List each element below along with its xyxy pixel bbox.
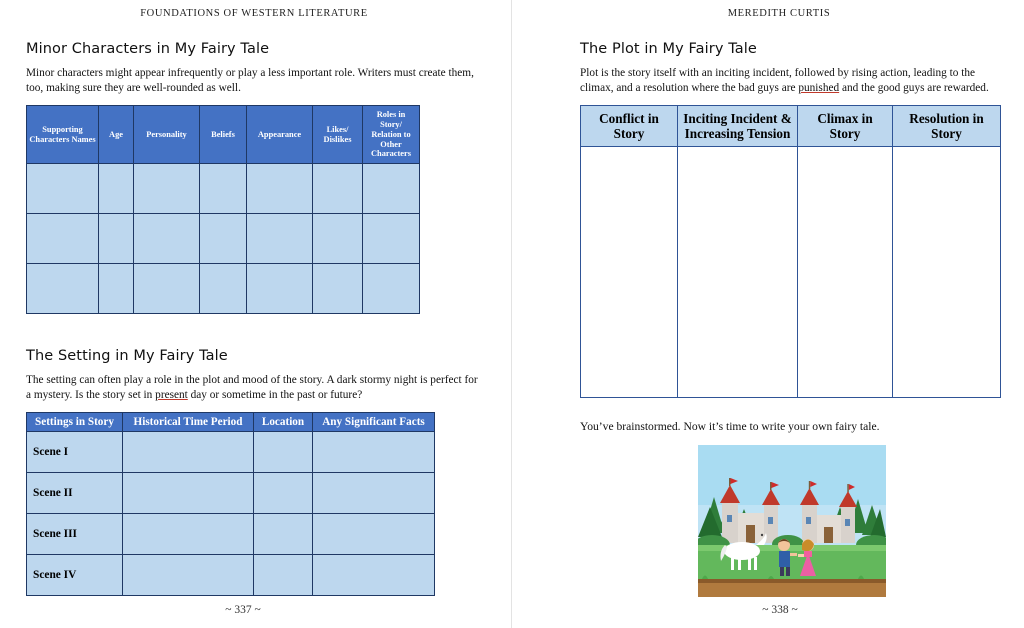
plot-intro bbox=[580, 66, 998, 96]
cell-blank[interactable] bbox=[134, 264, 200, 314]
cell-blank[interactable] bbox=[200, 264, 247, 314]
col-header-historical-time-period: Historical Time Period bbox=[123, 413, 254, 432]
col-header-conflict: Conflict in Story bbox=[581, 105, 678, 146]
plot-heading: The Plot in My Fairy Tale bbox=[580, 41, 757, 57]
cell-blank[interactable] bbox=[363, 214, 420, 264]
cell-blank[interactable] bbox=[363, 264, 420, 314]
col-header-settings-in-story: Settings in Story bbox=[27, 413, 123, 432]
cell-scene-label: Scene I bbox=[27, 432, 123, 473]
cell-blank[interactable] bbox=[313, 432, 435, 473]
cell-blank[interactable] bbox=[893, 147, 1001, 398]
minor-characters-table bbox=[26, 105, 420, 315]
table-row bbox=[27, 555, 435, 596]
cell-blank[interactable] bbox=[581, 147, 678, 398]
cell-blank[interactable] bbox=[123, 432, 254, 473]
table-row bbox=[27, 164, 420, 214]
cell-blank[interactable] bbox=[99, 214, 134, 264]
cell-blank[interactable] bbox=[200, 164, 247, 214]
cell-blank[interactable] bbox=[313, 214, 363, 264]
table-row bbox=[27, 214, 420, 264]
setting-intro-part1: The setting can often play a role in the plot and mood of the story. A dark stormy night is perfect for a mystery. Is the story set in bbox=[26, 374, 478, 402]
cell-blank[interactable] bbox=[313, 514, 435, 555]
table-header-row bbox=[27, 105, 420, 164]
fairy-tale-castle-illustration bbox=[698, 445, 886, 597]
plot-intro-underlined: punished bbox=[798, 81, 840, 94]
cell-scene-label: Scene III bbox=[27, 514, 123, 555]
cell-blank[interactable] bbox=[313, 164, 363, 214]
setting-intro-part2: day or sometime in the past or future? bbox=[187, 389, 363, 402]
setting-intro bbox=[26, 373, 482, 403]
closing-text: You’ve brainstormed. Now it’s time to write your own fairy tale. bbox=[580, 420, 880, 434]
setting-heading: The Setting in My Fairy Tale bbox=[26, 348, 228, 365]
cell-blank[interactable] bbox=[678, 147, 798, 398]
table-header-row bbox=[27, 413, 435, 432]
cell-blank[interactable] bbox=[134, 214, 200, 264]
setting-table bbox=[26, 412, 435, 596]
col-header-supporting-names: Supporting Characters Names bbox=[27, 105, 99, 164]
col-header-likes-dislikes: Likes/ Dislikes bbox=[313, 105, 363, 164]
cell-blank[interactable] bbox=[247, 264, 313, 314]
col-header-age: Age bbox=[99, 105, 134, 164]
cell-blank[interactable] bbox=[134, 164, 200, 214]
table-row bbox=[27, 264, 420, 314]
cell-blank[interactable] bbox=[798, 147, 893, 398]
cell-blank[interactable] bbox=[313, 555, 435, 596]
col-header-significant-facts: Any Significant Facts bbox=[313, 413, 435, 432]
cell-blank[interactable] bbox=[123, 555, 254, 596]
running-head-left: FOUNDATIONS OF WESTERN LITERATURE bbox=[140, 8, 368, 19]
running-head-right: MEREDITH CURTIS bbox=[727, 8, 831, 19]
col-header-location: Location bbox=[254, 413, 313, 432]
cell-blank[interactable] bbox=[313, 264, 363, 314]
page-number-left: ~ 337 ~ bbox=[225, 604, 261, 616]
table-row bbox=[27, 514, 435, 555]
cell-blank[interactable] bbox=[27, 264, 99, 314]
table-row bbox=[581, 147, 1001, 398]
setting-intro-underlined: present bbox=[155, 389, 188, 402]
col-header-inciting-incident: Inciting Incident & Increasing Tension bbox=[678, 105, 798, 146]
col-header-climax: Climax in Story bbox=[798, 105, 893, 146]
table-header-row bbox=[581, 105, 1001, 146]
cell-blank[interactable] bbox=[254, 555, 313, 596]
cell-scene-label: Scene IV bbox=[27, 555, 123, 596]
cell-blank[interactable] bbox=[99, 164, 134, 214]
col-header-personality: Personality bbox=[134, 105, 200, 164]
page-right bbox=[512, 0, 1024, 628]
minor-characters-heading: Minor Characters in My Fairy Tale bbox=[26, 41, 270, 57]
col-header-beliefs: Beliefs bbox=[200, 105, 247, 164]
cell-blank[interactable] bbox=[123, 514, 254, 555]
cell-scene-label: Scene II bbox=[27, 473, 123, 514]
cell-blank[interactable] bbox=[123, 473, 254, 514]
cell-blank[interactable] bbox=[99, 264, 134, 314]
cell-blank[interactable] bbox=[247, 164, 313, 214]
illustration-container bbox=[698, 445, 886, 597]
cell-blank[interactable] bbox=[254, 514, 313, 555]
col-header-resolution: Resolution in Story bbox=[893, 105, 1001, 146]
col-header-appearance: Appearance bbox=[247, 105, 313, 164]
cell-blank[interactable] bbox=[27, 164, 99, 214]
minor-characters-intro: Minor characters might appear infrequently or play a less important role. Writers must create them, too, making sure they are well-rounded as well. bbox=[26, 67, 474, 94]
table-row bbox=[27, 473, 435, 514]
plot-intro-part2: and the good guys are rewarded. bbox=[839, 81, 989, 94]
cell-blank[interactable] bbox=[200, 214, 247, 264]
cell-blank[interactable] bbox=[313, 473, 435, 514]
plot-table bbox=[580, 105, 1001, 398]
col-header-roles-relations: Roles in Story/ Relation to Other Characters bbox=[363, 105, 420, 164]
cell-blank[interactable] bbox=[363, 164, 420, 214]
page-number-right: ~ 338 ~ bbox=[762, 604, 798, 616]
cell-blank[interactable] bbox=[247, 214, 313, 264]
cell-blank[interactable] bbox=[254, 473, 313, 514]
cell-blank[interactable] bbox=[27, 214, 99, 264]
plot-intro-part1: Plot is the story itself with an inciting incident, followed by rising action, leading to the climax, and a resolution where the bad guys are bbox=[580, 67, 976, 94]
cell-blank[interactable] bbox=[254, 432, 313, 473]
table-row bbox=[27, 432, 435, 473]
